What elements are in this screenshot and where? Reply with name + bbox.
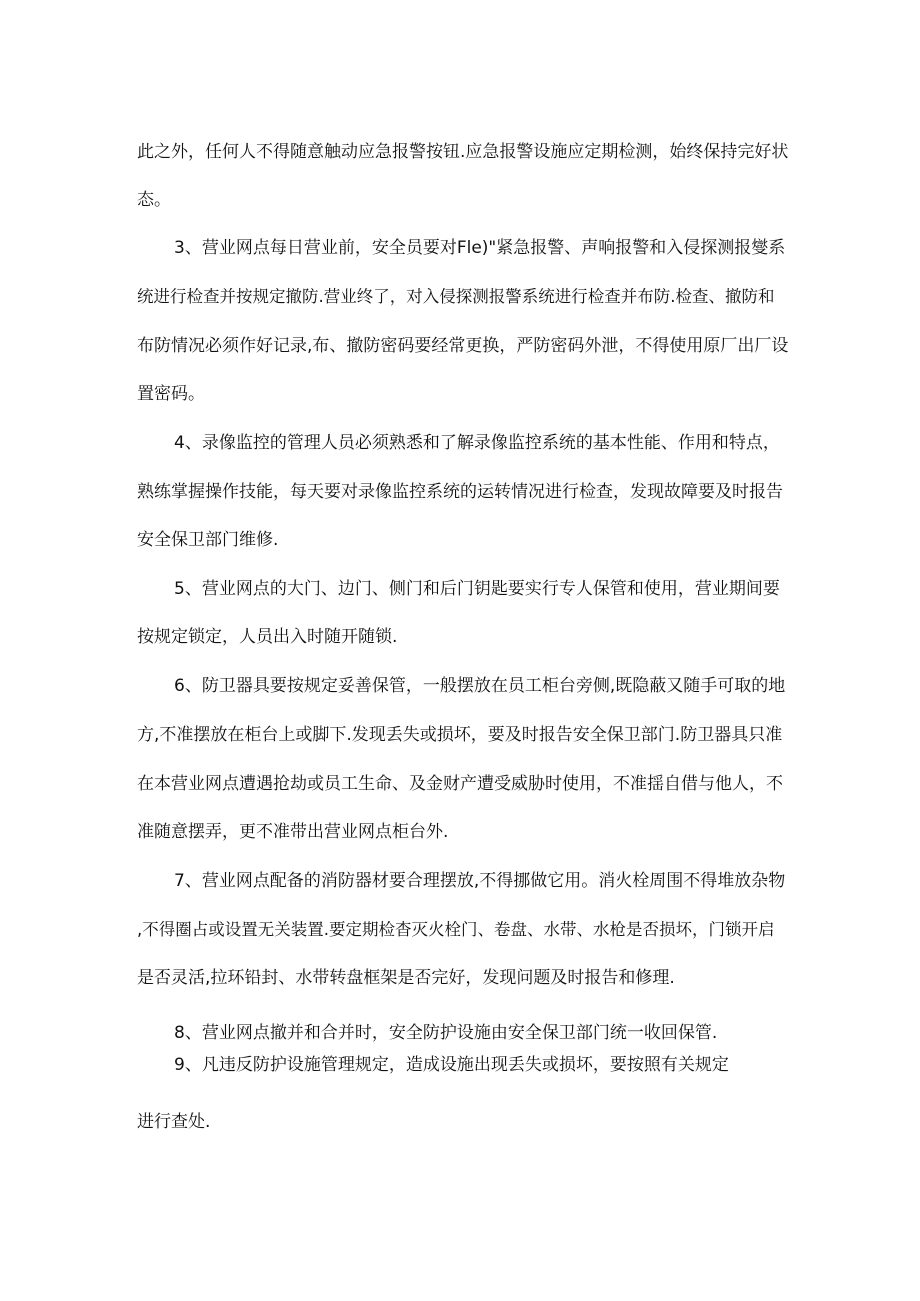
text-line: 准随意摆弄，更不准带出营业网点柜台外. — [137, 822, 449, 842]
text-line: 安全保卫部门维修. — [137, 530, 279, 550]
text-line: 熟练掌握操作技能，每天要对录像监控系统的运转情况进行检查，发现故障要及时报告 — [137, 482, 783, 502]
text-line: 统进行检查并按规定撤防.营业终了，对入侵探测报警系统进行检查并布防.检查、撤防和 — [137, 287, 775, 306]
paragraph-6-line: 6、防卫器具要按规定妥善保管，一般摆放在员工柜台旁侧,既隐蔽又随手可取的地 — [174, 676, 786, 696]
paragraph-3-line: 3、营业网点每日营业前，安全员要对Fle)"紧急报警、声响报警和入侵探测报燮系 — [174, 238, 786, 258]
text-line: 布防情况必须作好记录,布、撤防密码要经常更换，严防密码外泄，不得使用原厂出厂设 — [137, 336, 789, 356]
text-line: 进行查处. — [137, 1112, 211, 1132]
text-line: 态。 — [137, 190, 171, 210]
paragraph-9-line: 9、凡违反防护设施管理规定，造成设施出现丢失或损坏，要按照有关规定 — [174, 1055, 729, 1075]
paragraph-8-line: 8、营业网点撤并和合并时，安全防护设施由安全保卫部门统一收回保管. — [174, 1023, 718, 1043]
text-line: 是否灵活,拉环铅封、水带转盘框架是否完好，发现问题及时报告和修理. — [137, 968, 675, 988]
paragraph-7-line: 7、营业网点配备的消防器材要合理摆放,不得挪做它用。消火栓周围不得堆放杂物 — [174, 871, 786, 891]
text-line: ,不得圈占或设置无关装置.要定期检杳灭火栓门、卷盘、水带、水枪是否损坏，门锁开启 — [137, 920, 775, 939]
paragraph-5-line: 5、营业网点的大门、边门、侧门和后门钥匙要实行专人保管和使用，营业期间要 — [174, 579, 780, 599]
text-line: 按规定锁定，人员出入时随开随锁. — [137, 627, 398, 647]
text-line: 此之外，任何人不得随意触动应急报警按钮.应急报警设施应定期检测，始终保持完好状 — [137, 142, 789, 162]
text-line: 置密码。 — [137, 384, 205, 404]
text-line: 方,不准摆放在柜台上或脚下.发现丢失或损坏，要及时报告安全保卫部门.防卫器具只准 — [137, 725, 783, 745]
text-line: 在本营业网点遭遇抢劫或员工生命、及金财产遭受威胁时使用，不准揺自借与他人，不 — [137, 774, 783, 794]
paragraph-4-line: 4、录像监控的管理人员必须熟悉和了解录像监控系统的基本性能、作用和特点， — [174, 433, 780, 453]
